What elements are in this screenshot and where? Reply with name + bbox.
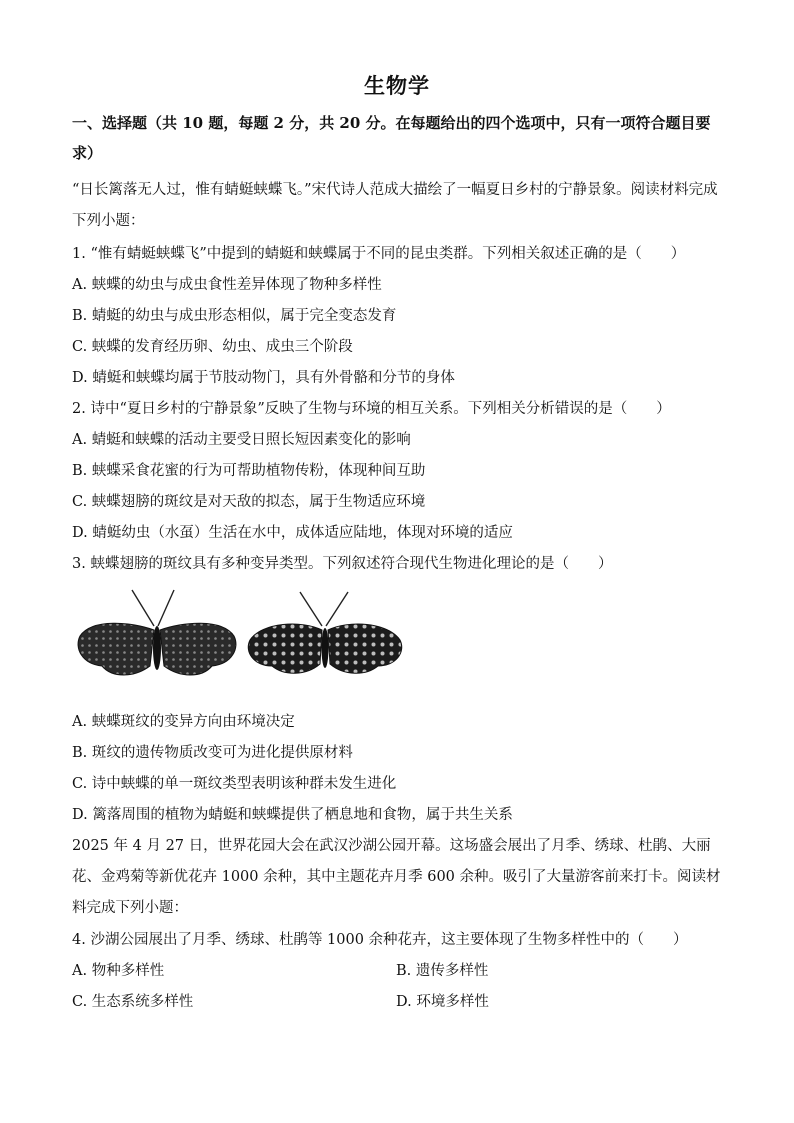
question-2-stem: 2. 诗中“夏日乡村的宁静景象”反映了生物与环境的相互关系。下列相关分析错误的是（ ） bbox=[72, 401, 671, 417]
question-3-option-b: B. 斑纹的遗传物质改变可为进化提供原材料 bbox=[72, 745, 353, 761]
question-2-option-a: A. 蜻蜓和蛱蝶的活动主要受日照长短因素变化的影响 bbox=[72, 432, 411, 448]
question-4-option-d: D. 环境多样性 bbox=[396, 994, 489, 1010]
question-1-option-c: C. 蛱蝶的发育经历卵、幼虫、成虫三个阶段 bbox=[72, 339, 353, 355]
butterfly-illustration bbox=[72, 586, 412, 696]
question-4-option-c: C. 生态系统多样性 bbox=[72, 994, 194, 1010]
material-1: “日长篱落无人过，惟有蜻蜓蛱蝶飞。”宋代诗人范成大描绘了一幅夏日乡村的宁静景象。阅读材料完成下列小题： bbox=[72, 182, 718, 229]
question-1-option-a: A. 蛱蝶的幼虫与成虫食性差异体现了物种多样性 bbox=[72, 277, 382, 293]
question-4-option-b: B. 遗传多样性 bbox=[396, 963, 489, 979]
question-1-stem: 1. “惟有蜻蜓蛱蝶飞”中提到的蜻蜓和蛱蝶属于不同的昆虫类群。下列相关叙述正确的是（ ） bbox=[72, 246, 686, 262]
question-1-option-b: B. 蜻蜓的幼虫与成虫形态相似，属于完全变态发育 bbox=[72, 308, 397, 324]
question-4-stem: 4. 沙湖公园展出了月季、绣球、杜鹃等 1000 余种花卉，这主要体现了生物多样性中的（ ） bbox=[72, 932, 688, 948]
butterfly-2-icon bbox=[248, 592, 401, 673]
butterfly-1-icon bbox=[78, 590, 236, 675]
page-title: 生物学 bbox=[364, 73, 430, 98]
question-2-option-b: B. 蛱蝶采食花蜜的行为可帮助植物传粉，体现种间互助 bbox=[72, 463, 426, 479]
question-2-option-c: C. 蛱蝶翅膀的斑纹是对天敌的拟态，属于生物适应环境 bbox=[72, 494, 426, 510]
question-3-option-d: D. 篱落周围的植物为蜻蜓和蛱蝶提供了栖息地和食物，属于共生关系 bbox=[72, 807, 513, 823]
section-heading: 一、选择题（共 10 题，每题 2 分，共 20 分。在每题给出的四个选项中，只有一项符合题目要求） bbox=[72, 114, 711, 162]
question-3-option-c: C. 诗中蛱蝶的单一斑纹类型表明该种群未发生进化 bbox=[72, 776, 397, 792]
material-2: 2025 年 4 月 27 日，世界花园大会在武汉沙湖公园开幕。这场盛会展出了月季、绣球、杜鹃、大丽花、金鸡菊等新优花卉 1000 余种，其中主题花卉月季 600 余种。吸引了大量游客前来打卡。阅读材料完成下列小题： bbox=[72, 838, 721, 916]
butterfly-figure bbox=[72, 586, 412, 696]
question-1-option-d: D. 蜻蜓和蛱蝶均属于节肢动物门，具有外骨骼和分节的身体 bbox=[72, 370, 455, 386]
question-2-option-d: D. 蜻蜓幼虫（水虿）生活在水中，成体适应陆地，体现对环境的适应 bbox=[72, 525, 513, 541]
question-3-option-a: A. 蛱蝶斑纹的变异方向由环境决定 bbox=[72, 714, 295, 730]
question-3-stem: 3. 蛱蝶翅膀的斑纹具有多种变异类型。下列叙述符合现代生物进化理论的是（ ） bbox=[72, 556, 613, 572]
question-4-option-a: A. 物种多样性 bbox=[72, 963, 165, 979]
